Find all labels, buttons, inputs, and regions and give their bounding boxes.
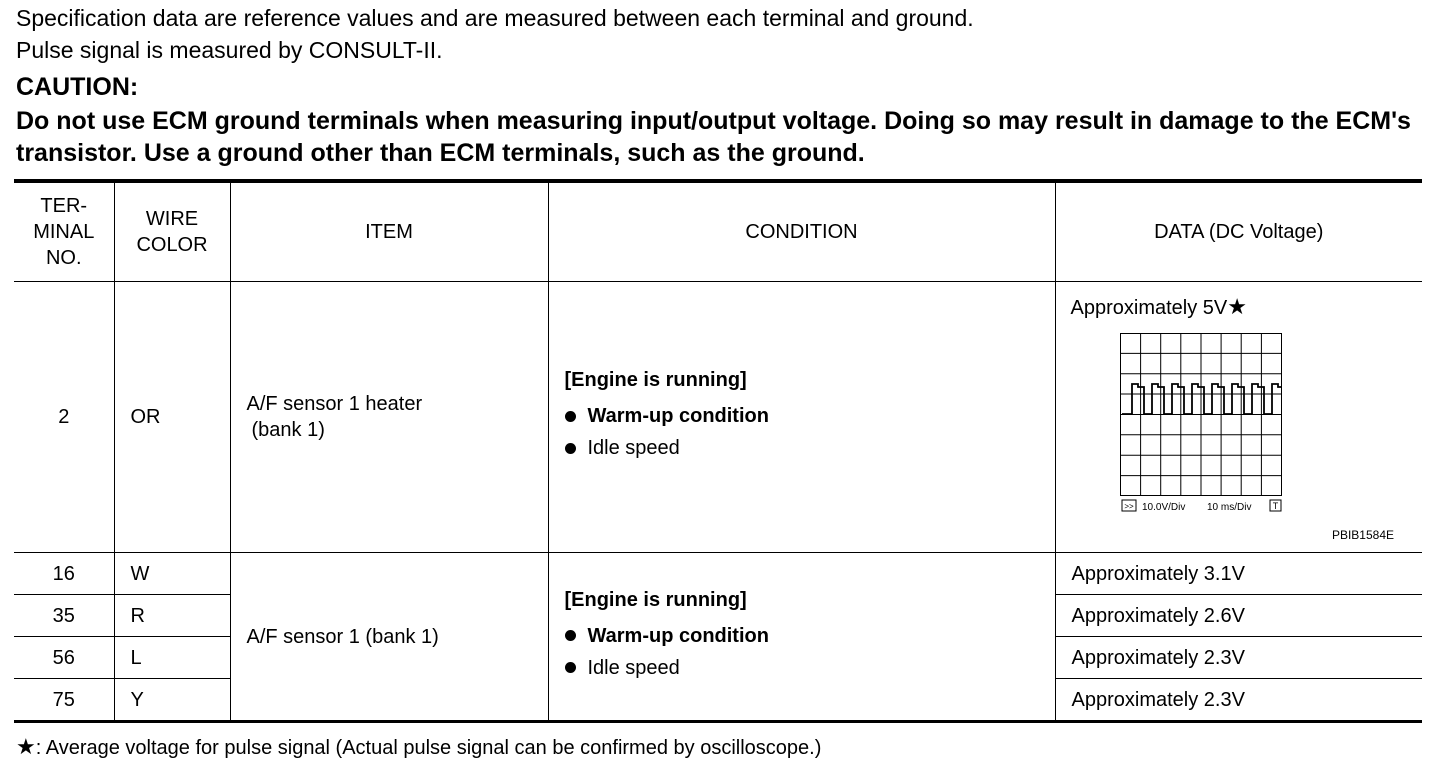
table-row (14, 282, 1422, 553)
table-row (14, 553, 1422, 595)
terminal-spec-table (14, 179, 1422, 723)
wire-color-cell: OR (114, 282, 230, 553)
terminal-cell: 35 (14, 595, 114, 637)
scope-arrows-icon: >> (1123, 502, 1134, 511)
data-cell: Approximately 3.1V (1055, 553, 1422, 595)
terminal-cell: 16 (14, 553, 114, 595)
star-icon: ★ (1227, 294, 1247, 319)
bullet-icon (565, 411, 576, 422)
data-cell (1055, 282, 1422, 553)
wire-color-cell: Y (114, 679, 230, 722)
footnote-text: : Average voltage for pulse signal (Actual pulse signal can be confirmed by oscilloscope.) (35, 737, 822, 759)
oscilloscope-waveform (1120, 333, 1286, 517)
scope-trigger-icon: T (1272, 501, 1278, 511)
star-icon: ★ (16, 734, 36, 759)
table-header-row (14, 181, 1422, 282)
caution-text: Do not use ECM ground terminals when measuring input/output voltage. Doing so may result in damage to the ECM's transistor. Use a ground other than ECM terminals, such as the ground. (16, 107, 1411, 167)
data-cell: Approximately 2.3V (1055, 637, 1422, 679)
footnote (16, 734, 821, 760)
figure-code: PBIB1584E (1331, 528, 1394, 542)
terminal-cell: 56 (14, 637, 114, 679)
item-cell: A/F sensor 1 heater (bank 1) (230, 282, 548, 553)
header-item: ITEM (230, 181, 548, 282)
header-wire-color: WIRE COLOR (114, 181, 230, 282)
item-cell: A/F sensor 1 (bank 1) (230, 553, 548, 722)
condition-cell: [Engine is running] Warm-up condition Idle speed (548, 553, 1055, 722)
condition-heading: [Engine is running] (564, 588, 747, 611)
caution-title: CAUTION: (16, 73, 139, 101)
header-data: DATA (DC Voltage) (1055, 181, 1422, 282)
condition-heading: [Engine is running] (564, 369, 747, 391)
header-terminal-no: TER- MINAL NO. (14, 181, 114, 282)
wire-color-cell: W (114, 553, 230, 595)
intro-line-1: Specification data are reference values and are measured between each terminal and ground. (16, 5, 974, 31)
scope-time-scale: 10 ms/Div (1206, 502, 1251, 513)
bullet-icon (565, 630, 576, 641)
wire-color-cell: L (114, 637, 230, 679)
data-cell: Approximately 2.6V (1055, 595, 1422, 637)
data-cell: Approximately 2.3V (1055, 679, 1422, 722)
bullet-icon (565, 662, 576, 673)
terminal-cell: 75 (14, 679, 114, 722)
intro-line-2: Pulse signal is measured by CONSULT-II. (16, 37, 443, 63)
data-value: Approximately 5V (1070, 297, 1228, 319)
bullet-icon (565, 443, 576, 454)
terminal-cell: 2 (14, 282, 114, 553)
condition-cell: [Engine is running] Warm-up condition Idle speed (548, 282, 1055, 553)
wire-color-cell: R (114, 595, 230, 637)
header-condition: CONDITION (548, 181, 1055, 282)
scope-voltage-scale: 10.0V/Div (1141, 502, 1185, 513)
intro-text (16, 2, 974, 66)
